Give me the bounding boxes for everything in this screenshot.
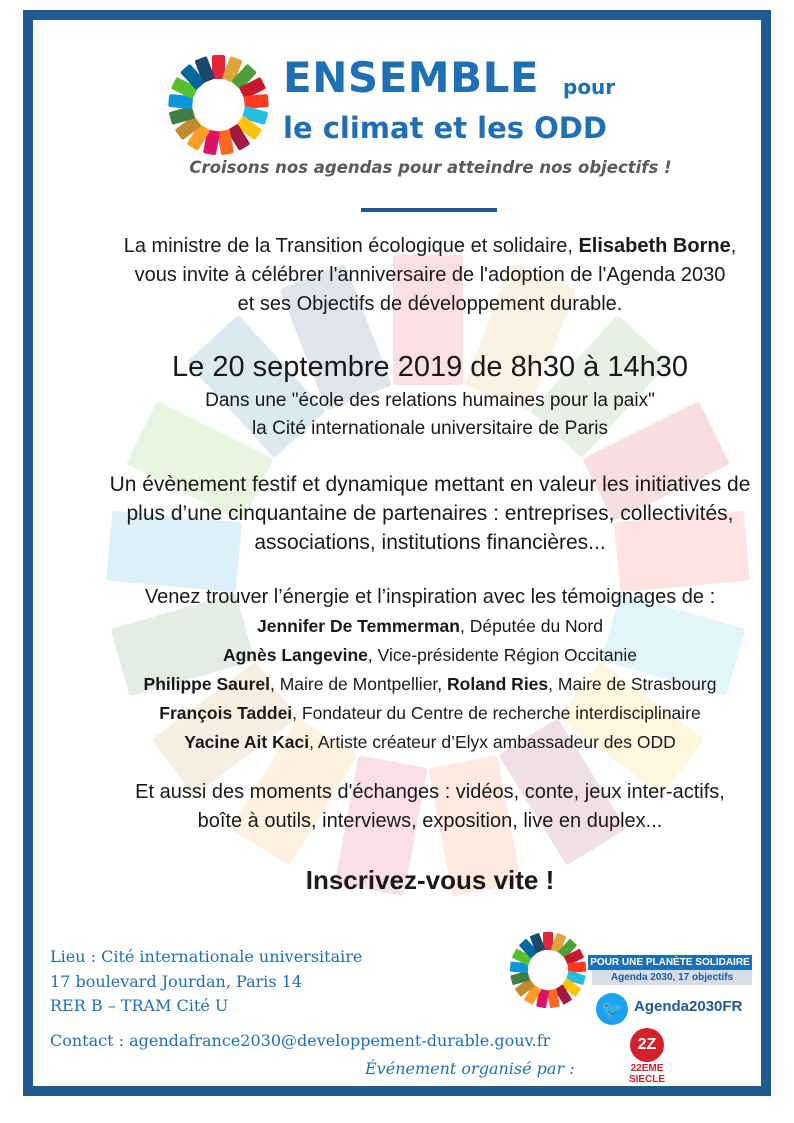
speaker-item: Jennifer De Temmerman, Députée du Nord bbox=[257, 616, 603, 636]
venue-name: Lieu : Cité internationale universitaire bbox=[50, 947, 363, 966]
divider bbox=[361, 208, 497, 212]
title-ensemble: ENSEMBLE bbox=[283, 53, 540, 102]
twitter-handle[interactable]: Agenda2030FR bbox=[634, 998, 743, 1015]
event-place: Dans une "école des relations humaines pour la paix" la Cité internationale universitaire de Paris bbox=[205, 390, 655, 439]
tagline: Croisons nos agendas pour atteindre nos objectifs ! bbox=[189, 158, 672, 177]
minister-name: Elisabeth Borne bbox=[578, 235, 731, 257]
poster-frame bbox=[23, 10, 771, 1096]
speaker-item: Agnès Langevine, Vice-présidente Région Occitanie bbox=[222, 645, 638, 665]
event-date: Le 20 septembre 2019 de 8h30 à 14h30 bbox=[172, 351, 688, 383]
venue-info bbox=[50, 945, 362, 1019]
speaker-item: Yacine Ait Kaci, Artiste créateur d’Elyx ambassadeur des ODD bbox=[184, 732, 676, 752]
agenda-banner: Agenda 2030, 17 objectifs bbox=[592, 970, 752, 985]
signup-call-to-action: Inscrivez-vous vite ! bbox=[305, 865, 555, 895]
venue-transport: RER B – TRAM Cité U bbox=[50, 996, 229, 1015]
twitter-bird-icon[interactable]: 🐦 bbox=[596, 993, 628, 1025]
speaker-item: Philippe Saurel, Maire de Montpellier, Roland Ries, Maire de Strasbourg bbox=[143, 674, 717, 694]
22eme-siecle-wordmark: 22EME SIECLE bbox=[628, 1063, 666, 1085]
planete-solidaire-banner: POUR UNE PLANÈTE SOLIDAIRE bbox=[588, 955, 752, 970]
speakers-list bbox=[63, 612, 771, 757]
sdg-wheel-logo bbox=[168, 55, 268, 155]
intro-paragraph: La ministre de la Transition écologique et solidaire, Elisabeth Borne, vous invite à célébrer l'anniversaire de l'adoption de l'Agenda 2030 et ses Objectifs de développement durable. bbox=[123, 235, 737, 315]
22eme-siecle-logo: 2Z bbox=[630, 1028, 664, 1062]
header bbox=[163, 45, 663, 175]
title-subline: le climat et les ODD bbox=[283, 111, 607, 145]
organiser-label: Événement organisé par : bbox=[365, 1059, 575, 1078]
contact-email[interactable]: Contact : agendafrance2030@developpement-durable.gouv.fr bbox=[50, 1031, 551, 1050]
description-paragraph: Un évènement festif et dynamique mettant en valeur les initiatives de plus d’une cinquantaine de partenaires : entreprises, collectivités, associations, institutions financières... bbox=[109, 473, 751, 554]
speakers-intro: Venez trouver l’énergie et l’inspiration avec les témoignages de : bbox=[144, 586, 716, 608]
sdg-wheel-small-icon bbox=[510, 932, 586, 1008]
extras-paragraph: Et aussi des moments d'échanges : vidéos, conte, jeux inter-actifs, boîte à outils, interviews, exposition, live en duplex... bbox=[135, 781, 725, 832]
venue-address: 17 boulevard Jourdan, Paris 14 bbox=[50, 971, 303, 991]
title-pour: pour bbox=[563, 75, 616, 99]
speaker-item: François Taddei, Fondateur du Centre de recherche interdisciplinaire bbox=[159, 703, 701, 723]
